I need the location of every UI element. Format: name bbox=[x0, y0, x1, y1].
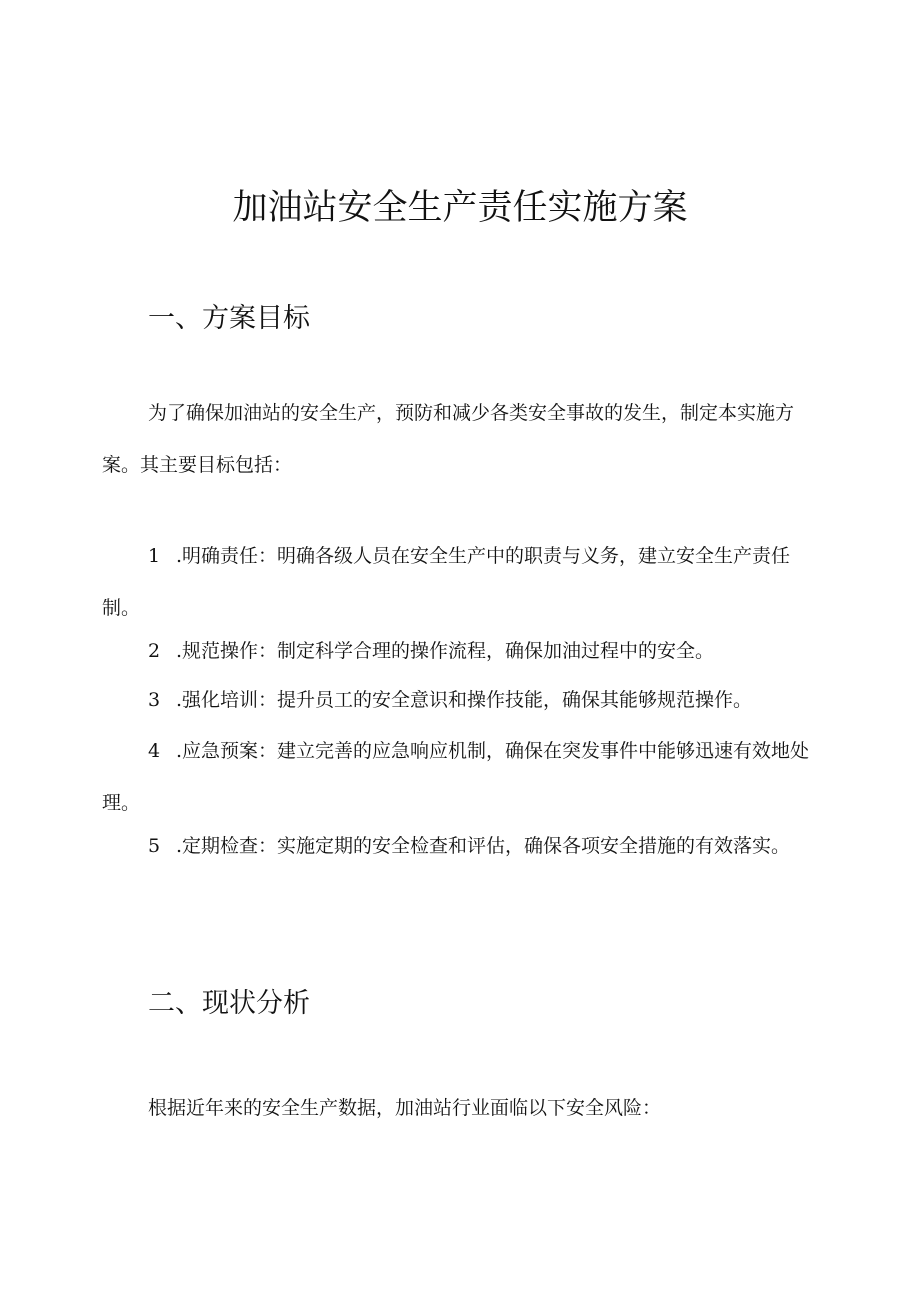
goal-item-text: .规范操作：制定科学合理的操作流程，确保加油过程中的安全。 bbox=[176, 640, 715, 662]
goal-item-text: .应急预案：建立完善的应急响应机制，确保在突发事件中能够迅速有效地处理。 bbox=[102, 740, 810, 814]
goal-item-text: .明确责任：明确各级人员在安全生产中的职责与义务，建立安全生产责任制。 bbox=[102, 545, 791, 619]
document-title: 加油站安全生产责任实施方案 bbox=[232, 188, 688, 228]
goal-item-number: 3 bbox=[148, 689, 161, 711]
goal-item-number: 2 bbox=[148, 640, 161, 662]
goal-item-2 bbox=[102, 625, 817, 677]
goal-item-text: .定期检查：实施定期的安全检查和评估，确保各项安全措施的有效落实。 bbox=[176, 835, 791, 857]
goal-item-3 bbox=[102, 674, 817, 726]
goal-item-number: 1 bbox=[148, 545, 161, 567]
section-heading-analysis: 二、现状分析 bbox=[148, 988, 310, 1019]
section-analysis-intro: 根据近年来的安全生产数据，加油站行业面临以下安全风险： bbox=[148, 1097, 662, 1119]
goal-item-number: 5 bbox=[148, 835, 161, 857]
section-heading-goals: 一、方案目标 bbox=[148, 303, 310, 334]
goal-item-text: .强化培训：提升员工的安全意识和操作技能，确保其能够规范操作。 bbox=[176, 689, 753, 711]
goal-item-number: 4 bbox=[148, 740, 161, 762]
goal-item-4 bbox=[102, 725, 817, 829]
goal-item-1 bbox=[102, 530, 817, 634]
section-goals-intro: 为了确保加油站的安全生产，预防和减少各类安全事故的发生，制定本实施方案。其主要目标包括： bbox=[102, 402, 795, 476]
goal-item-5 bbox=[102, 820, 817, 872]
